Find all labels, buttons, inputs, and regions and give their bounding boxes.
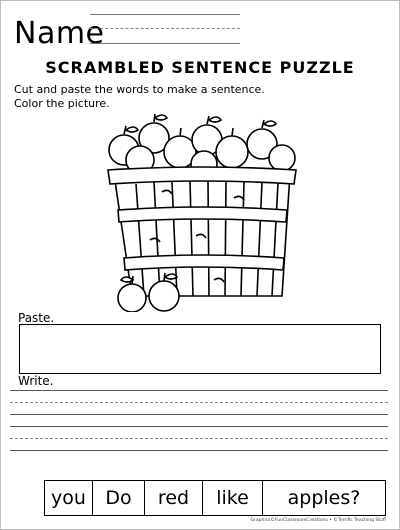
writing-line-base[interactable] [10,450,388,451]
write-label: Write. [18,374,54,388]
worksheet-title: SCRAMBLED SENTENCE PUZZLE [45,58,355,77]
apple-icon [269,145,295,171]
name-line-top [90,14,240,15]
name-label: Name [14,16,105,51]
paste-label: Paste. [18,311,55,325]
writing-line-top [10,390,388,391]
basket-of-apples-icon [92,112,312,312]
name-line-bottom[interactable] [90,43,240,44]
word-strip [44,480,386,516]
word-card[interactable]: apples? [262,481,385,515]
instruction-line-2: Color the picture. [14,97,110,110]
name-line-mid [90,28,240,29]
word-card[interactable]: like [202,481,262,515]
paste-box[interactable] [19,324,381,374]
writing-line-base[interactable] [10,414,388,415]
writing-line-mid [10,438,388,439]
writing-line-top [10,426,388,427]
word-card[interactable]: Do [92,481,144,515]
word-card[interactable]: you [51,487,86,509]
credit-text: Graphics©FunClassroomCreations • ©Terrific Teaching Stuff [250,518,386,523]
instruction-line-1: Cut and paste the words to make a sentence. [14,83,265,96]
writing-line-mid [10,402,388,403]
word-card[interactable]: red [144,481,202,515]
